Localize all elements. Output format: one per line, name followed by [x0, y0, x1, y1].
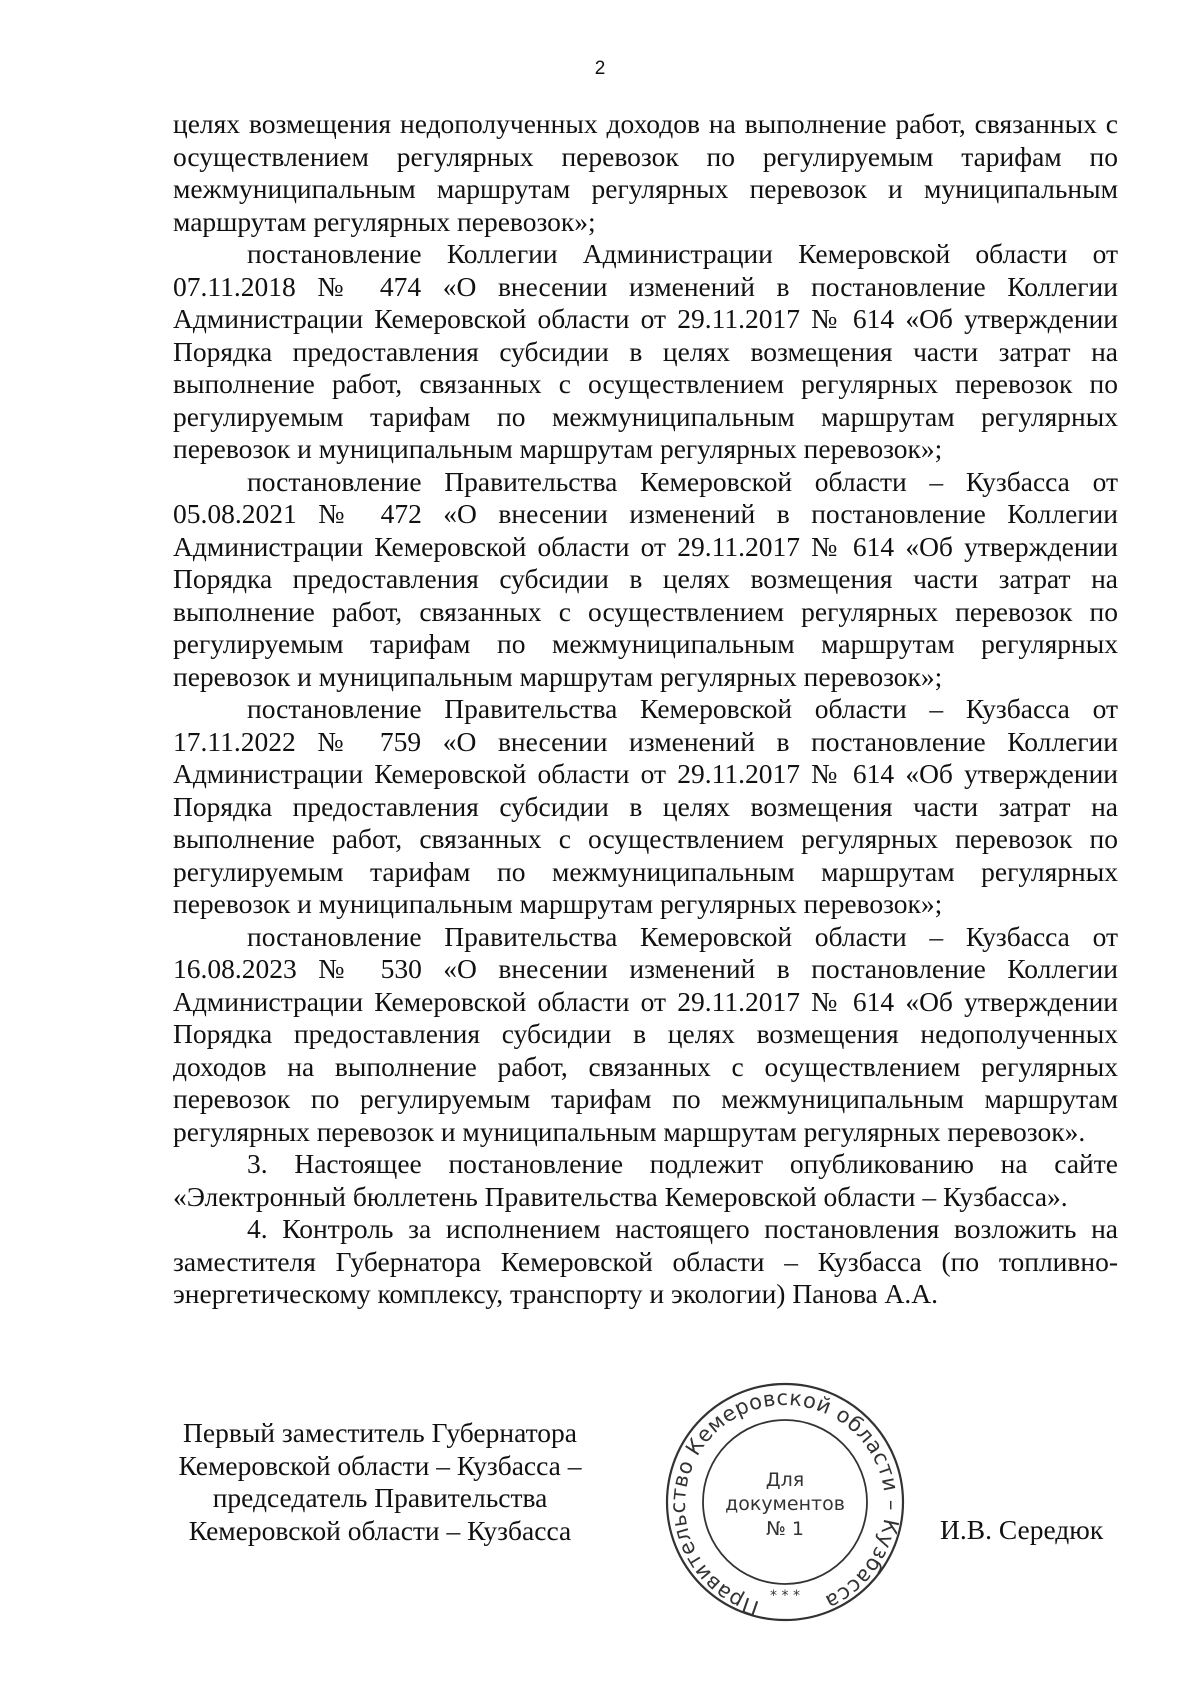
paragraph-resolution-2021: постановление Правительства Кемеровской области – Кузбасса от 05.08.2021 № 472 «О внесении изменений в постановление Коллегии Администрации Кемеровской области от 29.11.2017 № 614 «Об утверждении Порядка предоставления субсидии в целях возмещения части затрат на выполнение работ, связанных с осуществлением регулярных перевозок по регулируемым тарифам по межмуниципальным маршрутам регулярных перевозок и муниципальным маршрутам регулярных перевозок»; — [173, 465, 1118, 692]
stamp-outer-text: Правительство Кемеровской области – Кузбасса — [665, 1385, 905, 1621]
signatory-title-line: председатель Правительства — [212, 1482, 548, 1513]
paragraph-item-3: 3. Настоящее постановление подлежит опубликованию на сайте «Электронный бюллетень Правительства Кемеровской области – Кузбасса». — [173, 1148, 1118, 1212]
paragraph-resolution-2023: постановление Правительства Кемеровской области – Кузбасса от 16.08.2023 № 530 «О внесении изменений в постановление Коллегии Администрации Кемеровской области от 29.11.2017 № 614 «Об утверждении Порядка предоставления субсидии в целях возмещения недополученных доходов на выполнение работ, связанных с осуществлением регулярных перевозок по регулируемым тарифам по межмуниципальным маршрутам регулярных перевозок и муниципальным маршрутам регулярных перевозок». — [173, 920, 1118, 1147]
document-body — [173, 108, 1118, 1311]
official-stamp — [660, 1380, 910, 1625]
stamp-inner-line: документов — [725, 1493, 845, 1515]
paragraph-continuation: целях возмещения недополученных доходов на выполнение работ, связанных с осуществлением регулярных перевозок по регулируемым тарифам по межмуниципальным маршрутам регулярных перевозок и муниципальным маршрутам регулярных перевозок»; — [173, 108, 1118, 237]
stamp-inner-line: № 1 — [766, 1518, 804, 1540]
stamp-inner-line: Для — [765, 1469, 805, 1491]
stamp-stars: * * * — [770, 1588, 800, 1604]
signatory-title — [150, 1417, 610, 1547]
page-number: 2 — [594, 58, 606, 79]
paragraph-resolution-2022: постановление Правительства Кемеровской области – Кузбасса от 17.11.2022 № 759 «О внесении изменений в постановление Коллегии Администрации Кемеровской области от 29.11.2017 № 614 «Об утверждении Порядка предоставления субсидии в целях возмещения части затрат на выполнение работ, связанных с осуществлением регулярных перевозок по регулируемым тарифам по межмуниципальным маршрутам регулярных перевозок и муниципальным маршрутам регулярных перевозок»; — [173, 693, 1118, 919]
paragraph-resolution-2018: постановление Коллегии Администрации Кемеровской области от 07.11.2018 № 474 «О внесении изменений в постановление Коллегии Администрации Кемеровской области от 29.11.2017 № 614 «Об утверждении Порядка предоставления субсидии в целях возмещения части затрат на выполнение работ, связанных с осуществлением регулярных перевозок по регулируемым тарифам по межмуниципальным маршрутам регулярных перевозок и муниципальным маршрутам регулярных перевозок»; — [173, 238, 1118, 464]
signer-name: И.В. Середюк — [940, 1514, 1104, 1545]
paragraph-item-4: 4. Контроль за исполнением настоящего постановления возложить на заместителя Губернатора Кемеровской области – Кузбасса (по топливно-энергетическому комплексу, транспорту и экологии) Панова А.А. — [173, 1213, 1118, 1309]
signatory-title-line: Кемеровской области – Кузбасса – — [178, 1449, 582, 1481]
signatory-title-line: Первый заместитель Губернатора — [183, 1417, 577, 1448]
signatory-title-line: Кемеровской области – Кузбасса — [188, 1514, 572, 1546]
